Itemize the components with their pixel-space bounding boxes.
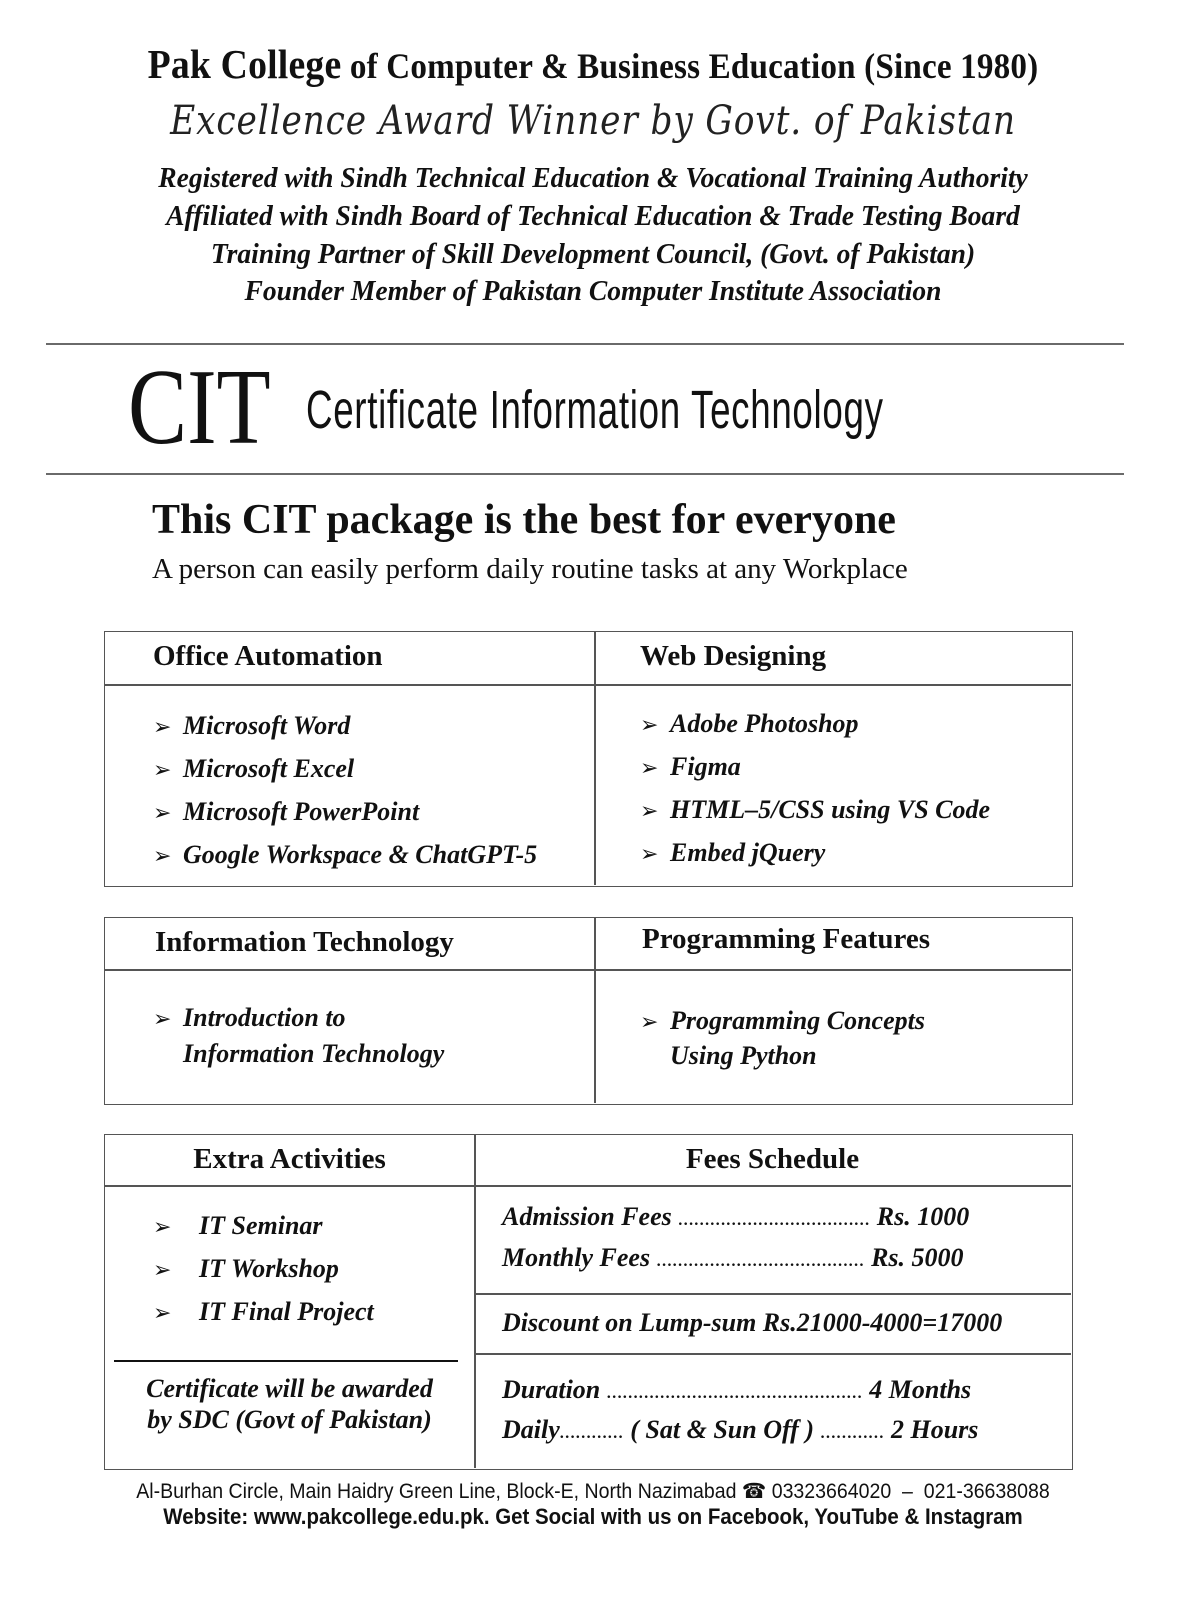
credential-line: Founder Member of Pakistan Computer Institute Association (244, 275, 942, 307)
arrowhead-bullet-icon: ➢ (153, 714, 172, 739)
programming-features-title: Programming Features (642, 923, 931, 955)
arrowhead-bullet-icon: ➢ (153, 800, 172, 825)
row-divider (105, 684, 1071, 686)
arrowhead-bullet-icon: ➢ (640, 755, 659, 780)
college-name-lead: Pak College (147, 41, 342, 87)
arrowhead-bullet-icon: ➢ (640, 841, 659, 866)
college-name (47, 40, 1138, 88)
arrowhead-bullet-icon: ➢ (153, 1214, 172, 1239)
footer-phones: 03323664020 – 021-36638088 (771, 1480, 1050, 1503)
daily-hours-value: 2 Hours (891, 1415, 979, 1444)
divider (46, 343, 1124, 345)
row-divider (105, 969, 1071, 971)
certificate-note: by SDC (Govt of Pakistan) (147, 1405, 432, 1434)
arrowhead-bullet-icon: ➢ (640, 712, 659, 737)
arrowhead-bullet-icon: ➢ (153, 1006, 172, 1031)
arrowhead-bullet-icon: ➢ (153, 843, 172, 868)
footer-address: Al-Burhan Circle, Main Haidry Green Line, Block-E, North Nazimabad (136, 1480, 737, 1503)
course-code: CIT (128, 348, 271, 467)
list-item: ➢ HTML–5/CSS using VS Code (640, 795, 991, 824)
activities-fees-table (104, 1134, 1073, 1470)
note-divider (114, 1360, 458, 1362)
arrowhead-bullet-icon: ➢ (640, 1009, 659, 1034)
list-item: ➢ Programming Concepts (640, 1006, 925, 1035)
tagline-headline: This CIT package is the best for everyone (152, 497, 896, 543)
row-divider (105, 1185, 1071, 1187)
monthly-fee-value: Rs. 5000 (871, 1243, 964, 1272)
credential-line: Training Partner of Skill Development Council, (Govt. of Pakistan) (210, 238, 976, 270)
row-divider (474, 1353, 1071, 1355)
list-item: ➢ IT Final Project (153, 1297, 374, 1326)
college-name-rest: of Computer & Business Education (Since 1980) (349, 46, 1039, 86)
column-divider (594, 918, 596, 1103)
list-item-continued: Using Python (670, 1041, 817, 1070)
duration-row: Duration ………………………………………… 4 Months (502, 1375, 972, 1404)
list-item: ➢ Embed jQuery (640, 838, 826, 867)
certificate-note: Certificate will be awarded (146, 1374, 433, 1403)
daily-note: ( Sat & Sun Off ) (630, 1415, 814, 1444)
telephone-icon: ☎ (741, 1480, 767, 1503)
course-title: Certificate Information Technology (306, 380, 884, 440)
admission-fee-value: Rs. 1000 (876, 1202, 970, 1231)
divider (46, 473, 1124, 475)
list-item-continued: Information Technology (183, 1039, 445, 1068)
list-item: ➢ Microsoft Word (153, 711, 351, 740)
information-technology-title: Information Technology (155, 926, 454, 958)
arrowhead-bullet-icon: ➢ (153, 1257, 172, 1282)
web-designing-title: Web Designing (640, 640, 827, 672)
award-line: Excellence Award Winner by Govt. of Pakistan (170, 98, 1016, 144)
list-item: ➢ IT Workshop (153, 1254, 339, 1283)
credential-line: Affiliated with Sindh Board of Technical Education & Trade Testing Board (166, 200, 1020, 232)
row-divider (474, 1293, 1071, 1295)
list-item: ➢ IT Seminar (153, 1211, 323, 1240)
fee-row-admission: Admission Fees ……………………………… Rs. 1000 (502, 1202, 970, 1231)
arrowhead-bullet-icon: ➢ (153, 1300, 172, 1325)
arrowhead-bullet-icon: ➢ (153, 757, 172, 782)
list-item: ➢ Adobe Photoshop (640, 709, 859, 738)
modules-table-2 (104, 917, 1073, 1105)
footer-website-social: Website: www.pakcollege.edu.pk. Get Social with us on Facebook, YouTube & Instagram (163, 1504, 1023, 1529)
office-automation-title: Office Automation (153, 640, 383, 672)
lump-sum-discount: Discount on Lump-sum Rs.21000-4000=17000 (502, 1308, 1003, 1337)
fees-schedule-title: Fees Schedule (685, 1143, 860, 1175)
duration-value: 4 Months (869, 1375, 972, 1404)
modules-table-1 (104, 631, 1073, 887)
list-item: ➢ Microsoft PowerPoint (153, 797, 420, 826)
daily-row: Daily………… ( Sat & Sun Off ) ………… 2 Hours (502, 1415, 979, 1444)
column-divider (594, 632, 596, 885)
list-item: ➢ Google Workspace & ChatGPT-5 (153, 840, 538, 869)
tagline-subline: A person can easily perform daily routine tasks at any Workplace (152, 553, 908, 585)
extra-activities-title: Extra Activities (193, 1143, 386, 1175)
list-item: ➢ Introduction to (153, 1003, 346, 1032)
list-item: ➢ Microsoft Excel (153, 754, 355, 783)
footer-address-line (42, 1479, 1145, 1504)
credential-line: Registered with Sindh Technical Education & Vocational Training Authority (158, 162, 1028, 194)
arrowhead-bullet-icon: ➢ (640, 798, 659, 823)
fee-row-monthly: Monthly Fees ………………………………… Rs. 5000 (502, 1243, 964, 1272)
list-item: ➢ Figma (640, 752, 741, 781)
